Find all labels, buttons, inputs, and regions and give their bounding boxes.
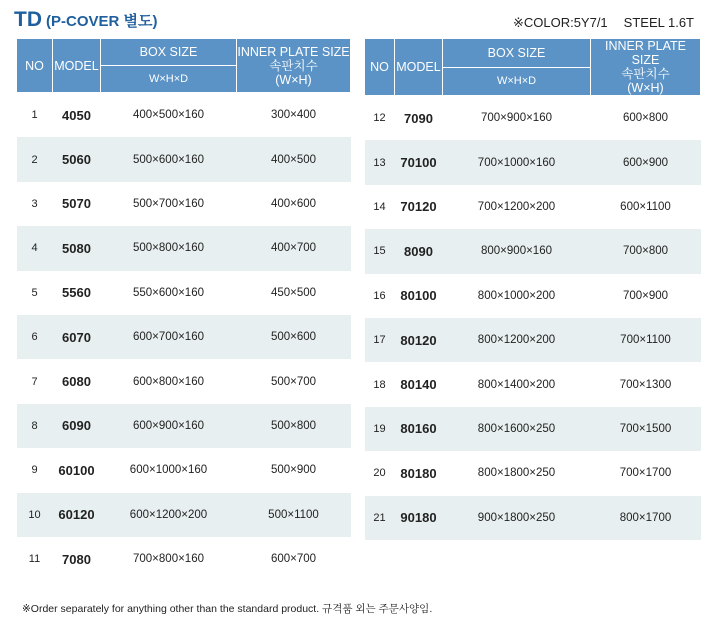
header-inner-plate-label: INNER PLATE SIZE (237, 44, 350, 59)
table-row (365, 96, 701, 141)
header-inner-plate-kr: 속판치수 (269, 58, 318, 73)
cell-inner-plate: 500×700 (270, 375, 317, 388)
spec-table-left (16, 38, 351, 581)
cell-no: 16 (373, 289, 386, 302)
table-row (365, 451, 701, 495)
cell-inner-plate: 600×900 (591, 140, 701, 184)
cell-no: 7 (31, 375, 38, 388)
cell-inner-plate: 700×1700 (619, 467, 672, 480)
cell-model: 6080 (62, 374, 91, 390)
cell-box-size: 800×1800×250 (477, 467, 556, 480)
cell-box-size: 500×800×160 (101, 226, 237, 270)
table-row (17, 359, 351, 403)
table-row (17, 448, 351, 492)
header-box-size: BOX SIZE (443, 39, 591, 68)
table-row (365, 229, 701, 273)
cell-inner-plate: 500×900 (270, 464, 317, 477)
cell-no: 8 (17, 404, 53, 448)
cell-model: 5560 (62, 285, 91, 301)
header-inner-plate-label: INNER PLATE SIZE (604, 39, 687, 67)
cell-inner-plate: 600×700 (270, 553, 317, 566)
cell-inner-plate: 400×500 (237, 137, 351, 181)
table-row (17, 537, 351, 581)
cell-box-size: 500×600×160 (101, 137, 237, 181)
cell-no: 18 (373, 378, 386, 391)
cell-model: 8090 (395, 229, 443, 273)
cell-model: 80140 (400, 377, 437, 393)
cell-inner-plate: 600×1100 (620, 200, 671, 213)
cell-inner-plate: 700×1500 (591, 407, 701, 451)
cell-no: 11 (28, 553, 41, 566)
header-model: MODEL (395, 39, 443, 96)
cell-box-size: 700×1000×160 (443, 140, 591, 184)
color-spec: ※COLOR:5Y7/1 (512, 15, 608, 30)
right-table-body (365, 96, 701, 540)
title-main: TD (14, 8, 42, 31)
table-row (17, 404, 351, 448)
cell-inner-plate: 700×1100 (591, 318, 701, 362)
header-inner-dims: (W×H) (627, 81, 664, 95)
cell-no: 14 (373, 200, 386, 213)
cell-no: 13 (365, 140, 395, 184)
cell-no: 4 (17, 226, 53, 270)
cell-box-size: 800×1000×200 (477, 289, 556, 302)
title-sub: (P-COVER 별도) (46, 13, 158, 30)
table-row (365, 318, 701, 362)
cell-box-size: 800×1400×200 (477, 378, 556, 391)
cell-box-size: 500×700×160 (133, 197, 204, 210)
table-row (17, 137, 351, 181)
cell-box-size: 800×1200×200 (443, 318, 591, 362)
cell-no: 10 (17, 493, 53, 537)
cell-no: 9 (31, 464, 38, 477)
cell-inner-plate: 500×1100 (237, 493, 351, 537)
header-no: NO (365, 39, 395, 96)
cell-model: 4050 (62, 107, 91, 123)
cell-box-size: 800×1600×250 (443, 407, 591, 451)
cell-box-size: 600×900×160 (101, 404, 237, 448)
cell-inner-plate: 600×800 (622, 112, 669, 125)
cell-no: 6 (17, 315, 53, 359)
cell-inner-plate: 450×500 (270, 286, 317, 299)
cell-model: 80180 (400, 465, 437, 481)
cell-model: 7090 (404, 110, 433, 126)
header-box-dims: W×H×D (443, 67, 591, 96)
cell-no: 1 (31, 109, 38, 122)
cell-no: 3 (31, 197, 38, 210)
table-row (17, 182, 351, 226)
cell-inner-plate: 400×600 (270, 197, 317, 210)
cell-inner-plate: 700×1300 (619, 378, 672, 391)
cell-no: 12 (373, 112, 386, 125)
header-model: MODEL (53, 39, 101, 93)
footer-note: ※Order separately for anything other than the standard product. 규격품 외는 주문사양임. (22, 603, 433, 615)
cell-no: 15 (365, 229, 395, 273)
cell-box-size: 600×1000×160 (129, 464, 208, 477)
cell-model: 5070 (62, 196, 91, 212)
cell-box-size: 600×1200×200 (101, 493, 237, 537)
header-box-size: BOX SIZE (101, 39, 237, 66)
cell-inner-plate: 700×800 (591, 229, 701, 273)
cell-box-size: 600×700×160 (101, 315, 237, 359)
table-row (365, 185, 701, 229)
cell-inner-plate: 400×700 (237, 226, 351, 270)
table-row (365, 274, 701, 318)
cell-box-size: 600×800×160 (133, 375, 204, 388)
table-row (17, 93, 351, 138)
header-no: NO (17, 39, 53, 93)
header-inner-plate-kr: 속판치수 (621, 67, 670, 81)
cell-model: 5080 (53, 226, 101, 270)
cell-inner-plate: 500×800 (237, 404, 351, 448)
cell-model: 80120 (395, 318, 443, 362)
left-table-body (17, 93, 351, 582)
spec-info (513, 15, 694, 31)
table-row (17, 226, 351, 270)
cell-inner-plate: 300×400 (270, 109, 317, 122)
spec-table-right (364, 38, 701, 540)
cell-no: 2 (17, 137, 53, 181)
table-row (17, 271, 351, 315)
table-row (17, 493, 351, 537)
cell-box-size: 900×1800×250 (443, 496, 591, 540)
cell-model: 6090 (53, 404, 101, 448)
cell-model: 70120 (400, 199, 437, 215)
header-inner-dims: (W×H) (275, 72, 312, 87)
header-inner-plate (237, 39, 351, 93)
cell-box-size: 800×900×160 (443, 229, 591, 273)
cell-inner-plate: 500×600 (237, 315, 351, 359)
cell-model: 60100 (58, 462, 95, 478)
cell-box-size: 700×800×160 (133, 553, 204, 566)
cell-box-size: 400×500×160 (133, 109, 204, 122)
cell-model: 7080 (62, 551, 91, 567)
cell-model: 70100 (395, 140, 443, 184)
cell-no: 17 (365, 318, 395, 362)
table-row (365, 407, 701, 451)
header-box-dims: W×H×D (101, 66, 237, 93)
table-row (365, 140, 701, 184)
table-row (365, 496, 701, 540)
cell-model: 5060 (53, 137, 101, 181)
cell-box-size: 700×900×160 (481, 112, 552, 125)
cell-model: 90180 (395, 496, 443, 540)
cell-model: 60120 (53, 493, 101, 537)
cell-inner-plate: 800×1700 (591, 496, 701, 540)
cell-no: 21 (365, 496, 395, 540)
page-title (14, 8, 157, 32)
cell-no: 5 (31, 286, 38, 299)
cell-model: 80100 (400, 288, 437, 304)
cell-no: 19 (365, 407, 395, 451)
cell-model: 6070 (53, 315, 101, 359)
cell-no: 20 (373, 467, 386, 480)
header-inner-plate (591, 39, 701, 96)
cell-model: 80160 (395, 407, 443, 451)
table-row (365, 362, 701, 406)
steel-spec: STEEL 1.6T (623, 15, 694, 30)
cell-box-size: 700×1200×200 (477, 200, 556, 213)
cell-box-size: 550×600×160 (133, 286, 204, 299)
table-row (17, 315, 351, 359)
cell-inner-plate: 700×900 (622, 289, 669, 302)
